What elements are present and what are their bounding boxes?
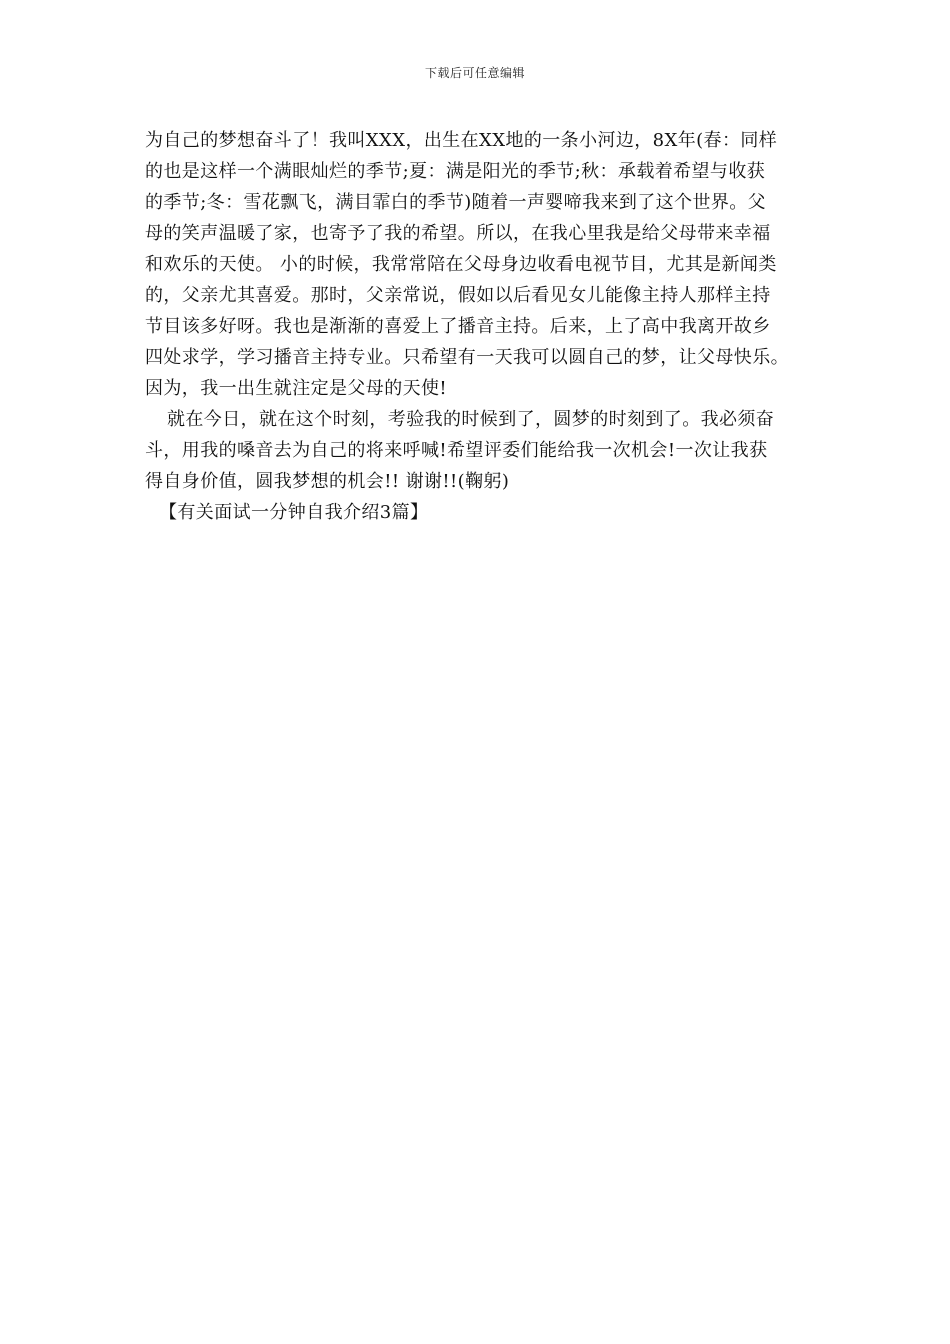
paragraph-line: 节目该多好呀。我也是渐渐的喜爱上了播音主持。后来，上了高中我离开故乡 [145,316,771,337]
paragraph-line: 的，父亲尤其喜爱。那时，父亲常说，假如以后看见女儿能像主持人那样主持 [145,285,771,306]
paragraph-line: 的也是这样一个满眼灿烂的季节;夏：满是阳光的季节;秋：承载着希望与收获 [145,161,766,182]
paragraph-line: 的季节;冬：雪花飘飞，满目霏白的季节)随着一声婴啼我来到了这个世界。父 [145,192,767,213]
document-body [145,125,825,528]
section-title: 【有关面试一分钟自我介绍3篇】 [159,502,429,523]
paragraph-line: 和欢乐的天使。 小的时候，我常常陪在父母身边收看电视节目，尤其是新闻类 [145,254,777,275]
paragraph-line: 因为，我一出生就注定是父母的天使! [145,378,448,399]
paragraph-line: 得自身价值，圆我梦想的机会!! 谢谢!!(鞠躬) [145,471,510,492]
page-header: 下载后可任意编辑 [424,66,525,80]
paragraph-line: 母的笑声温暖了家，也寄予了我的希望。所以，在我心里我是给父母带来幸福 [145,223,771,244]
paragraph-line: 四处求学，学习播音主持专业。只希望有一天我可以圆自己的梦，让父母快乐。 [145,347,789,368]
paragraph-line: 斗，用我的嗓音去为自己的将来呼喊!希望评委们能给我一次机会!一次让我获 [145,440,768,461]
paragraph-line: 为自己的梦想奋斗了！我叫XXX，出生在XX地的一条小河边，8X年(春：同样 [145,130,778,151]
paragraph-line: 就在今日，就在这个时刻，考验我的时候到了，圆梦的时刻到了。我必须奋 [167,409,775,430]
